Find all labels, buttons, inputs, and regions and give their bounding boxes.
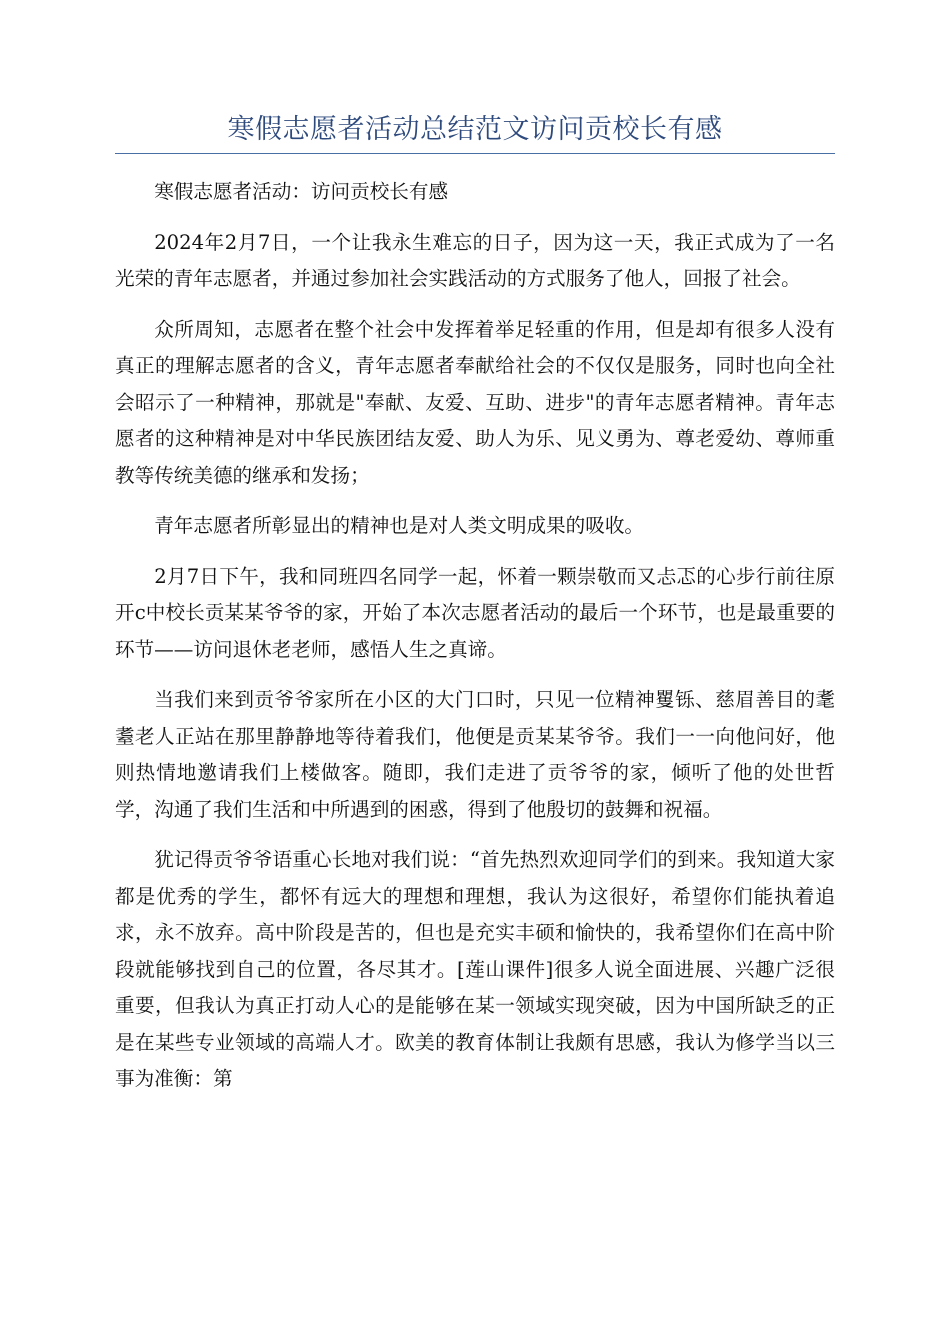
document-body bbox=[115, 174, 835, 1112]
paragraph: 当我们来到贡爷爷家所在小区的大门口时，只见一位精神矍铄、慈眉善目的耄耋老人正站在那里静静地等待着我们，他便是贡某某爷爷。我们一一向他问好，他则热情地邀请我们上楼做客。随即，我们走进了贡爷爷的家，倾听了他的处世哲学，沟通了我们生活和中所遇到的困惑，得到了他殷切的鼓舞和祝福。 bbox=[115, 688, 835, 821]
document-title: 寒假志愿者活动总结范文访问贡校长有感 bbox=[227, 114, 723, 145]
paragraph: 犹记得贡爷爷语重心长地对我们说：“首先热烈欢迎同学们的到来。我知道大家都是优秀的学生，都怀有远大的理想和理想，我认为这很好，希望你们能执着追求，永不放弃。高中阶段是苦的，但也是充实丰硕和愉快的，我希望你们在高中阶段就能够找到自己的位置，各尽其才。[莲山课件]很多人说全面进展、兴趣广泛很重要，但我认为真正打动人心的是能够在某一领域实现突破，因为中国所缺乏的正是在某些专业领域的高端人才。欧美的教育体制让我颇有思感，我认为修学当以三事为准衡：第 bbox=[115, 848, 835, 1090]
title-underline bbox=[115, 153, 835, 154]
paragraph-subtitle: 寒假志愿者活动：访问贡校长有感 bbox=[154, 180, 449, 203]
paragraph: 青年志愿者所彰显出的精神也是对人类文明成果的吸收。 bbox=[154, 514, 645, 537]
paragraph: 2024年2月7日，一个让我永生难忘的日子，因为这一天，我正式成为了一名光荣的青年志愿者，并通过参加社会实践活动的方式服务了他人，回报了社会。 bbox=[115, 230, 835, 290]
paragraph: 众所周知，志愿者在整个社会中发挥着举足轻重的作用，但是却有很多人没有真正的理解志愿者的含义，青年志愿者奉献给社会的不仅仅是服务，同时也向全社会昭示了一种精神，那就是"奉献、友爱、互助、进步"的青年志愿者精神。青年志愿者的这种精神是对中华民族团结友爱、助人为乐、见义勇为、尊老爱幼、尊师重教等传统美德的继承和发扬； bbox=[115, 317, 835, 487]
paragraph: 2月7日下午，我和同班四名同学一起，怀着一颗崇敬而又忐忑的心步行前往原开c中校长贡某某爷爷的家，开始了本次志愿者活动的最后一个环节，也是最重要的环节——访问退休老老师，感悟人生之真谛。 bbox=[115, 564, 835, 661]
